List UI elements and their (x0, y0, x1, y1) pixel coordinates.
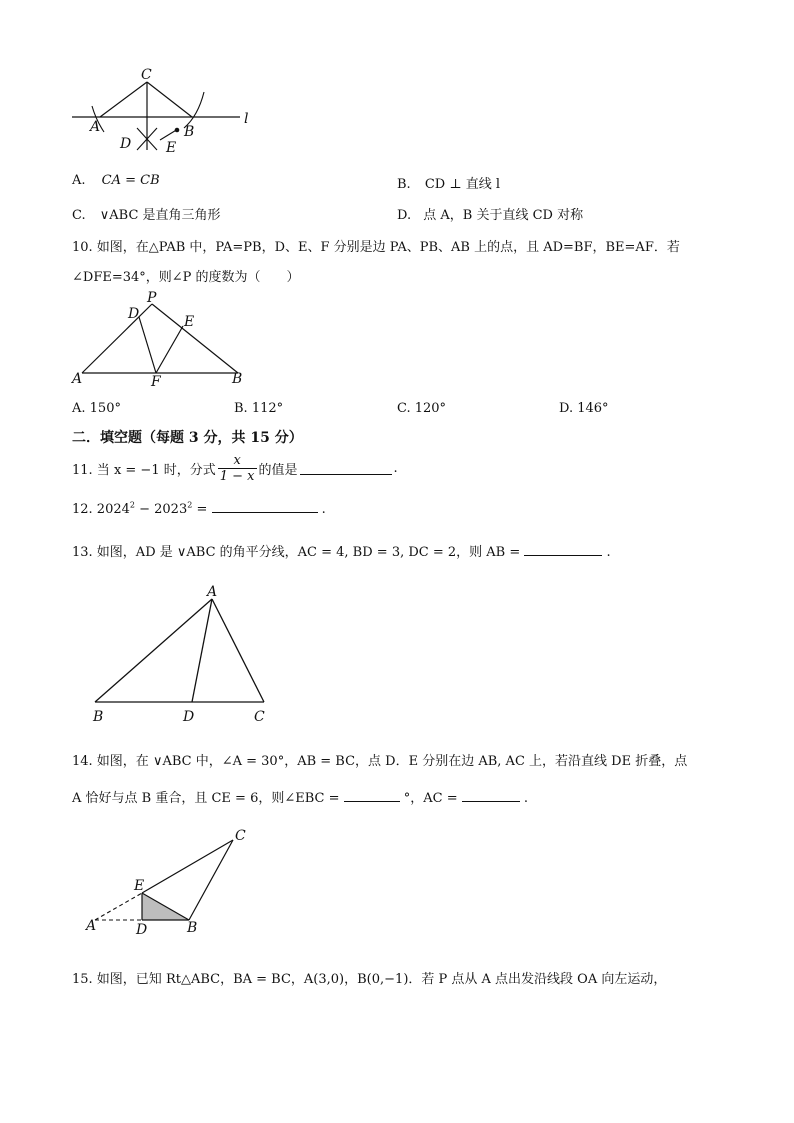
q9-option-a-text: CA = CB (101, 173, 160, 188)
q14-answer-blank-2[interactable] (462, 789, 520, 802)
label-C: C (141, 67, 152, 83)
label-l: l (244, 111, 249, 127)
label-P: P (147, 290, 157, 306)
segment-AP (82, 304, 152, 373)
label-D: D (183, 709, 195, 725)
segment-BC (189, 840, 233, 920)
q14-text-a: A 恰好与点 B 重合，且 CE = 6，则∠EBC = (72, 791, 340, 806)
q14-stem-line1: 14. 如图，在 ∨ABC 中，∠A = 30°，AB = BC，点 D．E 分别在边 AB, AC 上，若沿直线 DE 折叠，点 (72, 754, 688, 769)
segment-DF (139, 317, 156, 373)
q11-answer-blank[interactable] (300, 462, 392, 475)
q11-fraction-numerator: x (218, 453, 257, 469)
q9-option-b-letter: B. (397, 177, 411, 192)
q13-end: . (606, 545, 611, 560)
q9-option-b (397, 173, 500, 192)
q9-option-c-letter: C. (72, 208, 86, 223)
q14-answer-blank-1[interactable] (344, 789, 400, 802)
q9-option-a (72, 173, 160, 188)
q15-stem-line1: 15. 如图，已知 Rt△ABC，BA = BC，A(3,0)，B(0,−1)．若 P 点从 A 点出发沿线段 OA 向左运动， (72, 972, 667, 987)
q10-stem-line2: ∠DFE=34°，则∠P 的度数为（ ） (72, 270, 300, 285)
q12-text-c: = (192, 502, 208, 517)
q13-answer-blank[interactable] (524, 543, 602, 556)
q9-option-a-letter: A. (72, 173, 86, 188)
label-E: E (134, 878, 145, 894)
label-B: B (232, 371, 243, 387)
q11-line (72, 448, 398, 488)
q10-option-c: C. 120° (397, 401, 447, 416)
q9-option-b-text: CD ⊥ 直线 l (424, 177, 500, 192)
segment-AC (212, 599, 264, 702)
label-B: B (93, 709, 104, 725)
q12-exp-2: 2 (187, 500, 193, 510)
label-B: B (187, 920, 198, 936)
segment-PB (152, 304, 238, 373)
label-D: D (128, 306, 140, 322)
q14-text-c: . (523, 791, 529, 806)
q11-fraction (218, 453, 257, 484)
label-D: D (136, 922, 148, 938)
arc-at-B (184, 92, 204, 128)
q13-text: 13. 如图，AD 是 ∨ABC 的角平分线，AC = 4, BD = 3, DC = 2，则 AB = (72, 545, 521, 560)
q10-option-b: B. 112° (234, 401, 284, 416)
label-E: E (184, 314, 195, 330)
label-C: C (254, 709, 265, 725)
q11-prefix: 11. 当 x = −1 时，分式 (72, 462, 216, 478)
label-F: F (151, 374, 161, 390)
q12-line (72, 500, 326, 517)
label-A: A (86, 918, 97, 934)
q9-option-d-letter: D. (397, 208, 412, 223)
q9-option-d-text: 点 A，B 关于直线 CD 对称 (423, 208, 584, 223)
q9-option-c-text: ∨ABC 是直角三角形 (99, 208, 221, 223)
label-A: A (90, 119, 101, 135)
point-E-dot (175, 128, 180, 133)
q14-stem-line2 (72, 787, 528, 806)
section-2-title: 二．填空题（每题 3 分，共 15 分） (72, 430, 303, 446)
label-E: E (166, 140, 177, 156)
segment-FE (156, 326, 183, 373)
q9-option-d (397, 204, 583, 223)
q13-line (72, 541, 611, 560)
q12-answer-blank[interactable] (212, 500, 318, 513)
segment-AE-dashed (95, 893, 142, 920)
q14-fold-figure (80, 822, 260, 940)
q9-option-c (72, 204, 221, 223)
q12-text-b: − 2023 (134, 502, 188, 517)
q10-stem-line1: 10. 如图，在△PAB 中，PA=PB，D、E、F 分别是边 PA、PB、AB 上的点，且 AD=BF，BE=AF．若 (72, 240, 680, 255)
segment-CA (100, 82, 147, 117)
q14-text-b: °，AC = (403, 791, 458, 806)
q10-triangle-figure (60, 288, 260, 388)
q13-triangle-figure (85, 580, 285, 730)
label-D: D (120, 136, 132, 152)
q11-fraction-denominator: 1 − x (219, 468, 255, 484)
q12-end: . (321, 502, 326, 517)
q11-end: . (393, 460, 398, 476)
q10-option-d: D. 146° (559, 401, 609, 416)
segment-CB (147, 82, 192, 117)
segment-EC (142, 840, 233, 893)
q11-suffix: 的值是 (258, 462, 298, 478)
label-B: B (184, 124, 195, 140)
label-A: A (207, 584, 218, 600)
q12-text-a: 12. 2024 (72, 502, 130, 517)
q12-exp-1: 2 (129, 500, 135, 510)
label-A: A (72, 371, 83, 387)
q10-option-a: A. 150° (72, 401, 121, 416)
q9-construction-figure (60, 62, 270, 162)
label-C: C (235, 828, 246, 844)
